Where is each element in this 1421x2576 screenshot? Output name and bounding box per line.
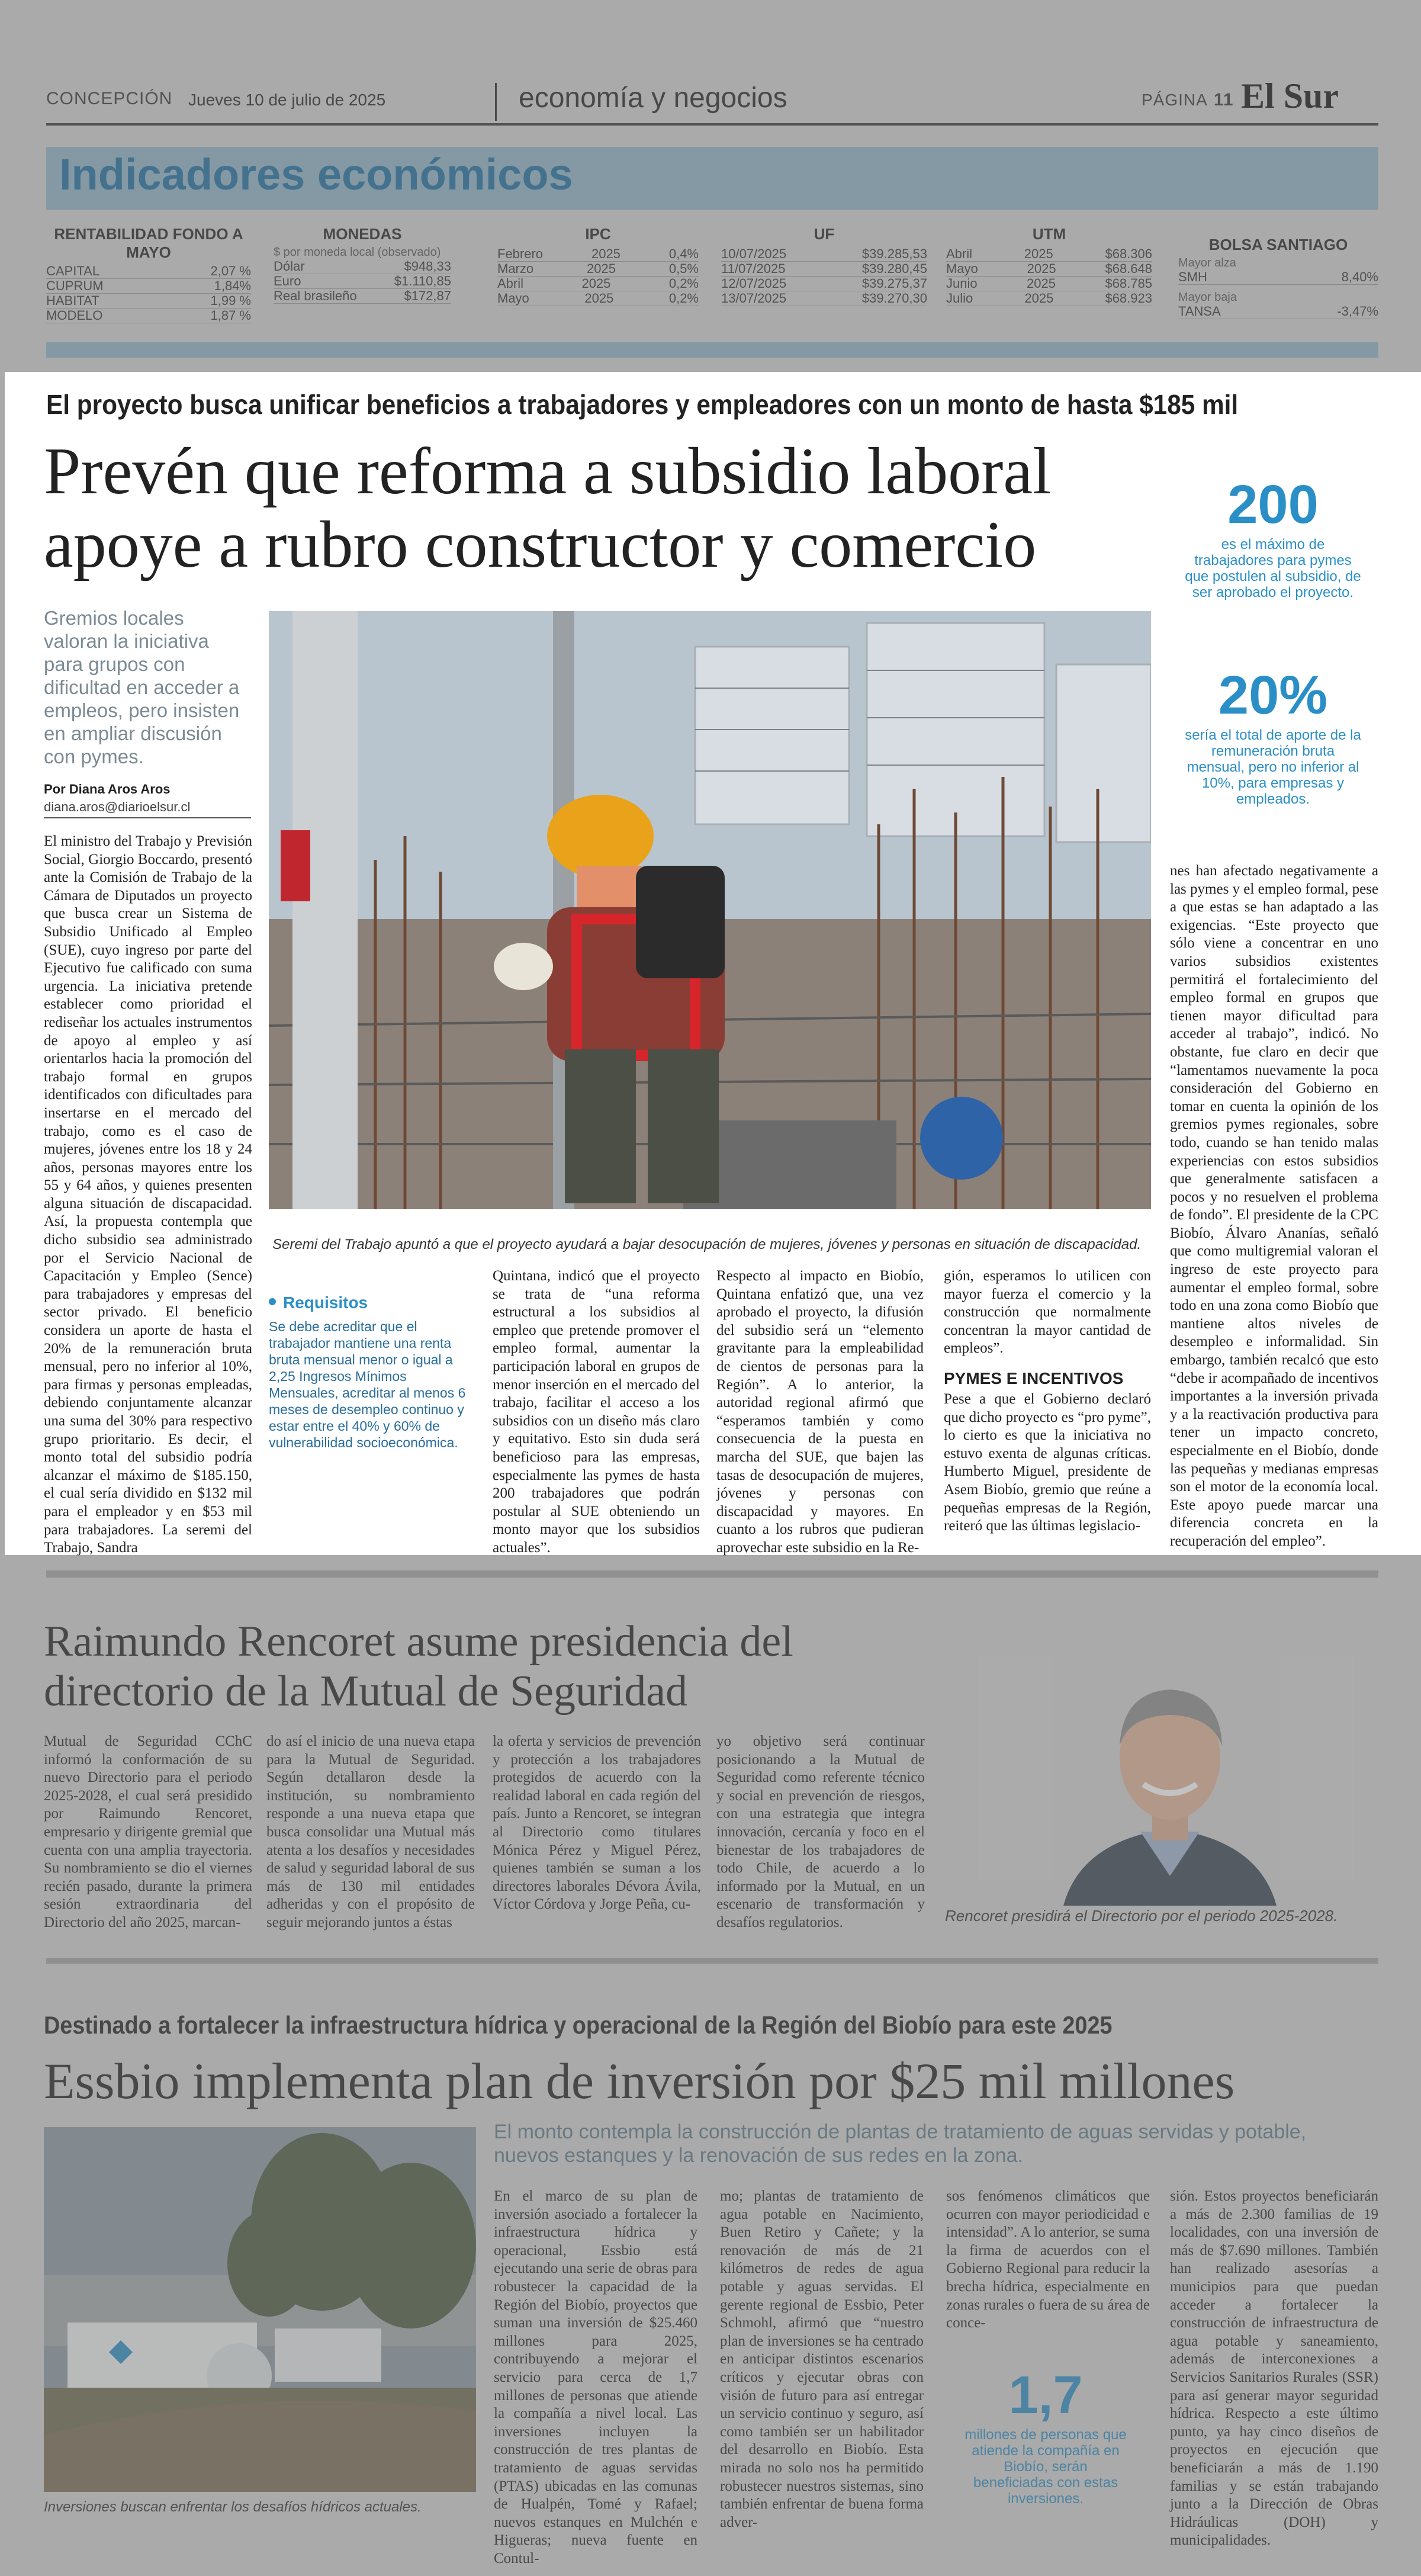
indicator-row [497, 277, 699, 291]
indicator-cell: TANSA [1178, 304, 1221, 319]
pymes-subhead: PYMES E INCENTIVOS [944, 1369, 1124, 1387]
stat-20-text: sería el total de aporte de la remuneración bruta mensual, pero no inferior al 10%, para empresas y empleados. [1185, 727, 1361, 807]
article1-col5: nes han afectado negativamente a las pymes y el empleo formal, pese a que estas se han adaptado a las exigencias. “Este proyecto que sólo viene a concentrar en uno varios subsidios existentes permitirá el fortalecimiento del empleo formal en grupos que tienen mayor dificultad para acceder al trabajo”, indicó. No obstante, fue claro en decir que “lamentamos nuevamente la poca consideración del Gobierno en tomar en cuenta la opinión de los gremios pymes regionales, sobre todo, cuando se han tenido malas experiencias con estos subsidios que generalmente satisfacen a pocos y no resuelven el problema de fondo”. El presidente de la CPC Biobío, Álvaro Ananías, señaló que como multigremial valoran el ingreso de este proyecto para aumentar el empleo formal, sobre todo en una zona como Biobío que mantiene altos niveles de desempleo e informalidad. Sin embargo, también recalcó que esto “debe ir acompañado de incentivos importantes a la inversión privada y a la reactivación productiva para tener un impacto concreto, especialmente en el Biobío, donde las pequeñas y medianas empresas son el motor de la economía local. Este apoyo puede marcar una diferencia concreta en la recuperación del empleo”. [1170, 863, 1378, 1549]
indicator-cell: 0,2% [668, 291, 699, 306]
indicator-heading: MONEDAS [323, 225, 402, 243]
indicator-cell: 11/07/2025 [721, 261, 786, 276]
article1-email: diana.aros@diarioelsur.cl [44, 799, 191, 814]
article1-title: Prevén que reforma a subsidio laboral apoye a rubro constructor y comercio [44, 435, 1052, 582]
page-number: 11 [1213, 90, 1234, 110]
indicator-cell: CUPRUM [46, 278, 104, 293]
header-date: Jueves 10 de julio de 2025 [188, 91, 386, 109]
indicator-row [946, 247, 1152, 262]
indicator-cell: $39.270,30 [861, 291, 927, 306]
article1-col4a: gión, esperamos lo utilicen con mayor fuerza el comercio y la construcción que normalmente concentran la mayor cantidad de empleos”. [944, 1268, 1151, 1357]
indicator-cell: Euro [274, 274, 301, 288]
rencoret-portrait-photo [945, 1627, 1378, 1906]
indicator-row [46, 294, 251, 309]
indicator-cell: Mayo [497, 291, 529, 306]
article1-kicker: El proyecto busca unificar beneficios a trabajadores y empleadores con un monto de hasta $185 mil [46, 389, 1239, 420]
indicator-row [946, 277, 1152, 291]
requisitos-text: Se debe acreditar que el trabajador mantiene una renta bruta mensual menor o igual a 2,25 Ingresos Mínimos Mensuales, acreditar al menos 6 meses de desempleo continuo y estar entre el 40% y 60% de vulnerabilidad socioeconómica. [269, 1319, 466, 1450]
indicator-cell: $68.648 [1105, 261, 1152, 276]
indicator-cell: Real brasileño [274, 288, 357, 303]
indicator-cell: Mayo [946, 261, 978, 276]
section-separator [46, 1958, 1378, 1964]
stat-200-text: es el máximo de trabajadores para pymes que postulen al subsidio, de ser aprobado el proyecto. [1185, 537, 1361, 600]
article3-col2: mo; plantas de tratamiento de agua potable en Nacimiento, Buen Retiro y Cañete; y la renovación de más de 21 kilómetros de redes de agua potable y aguas servidas. El gerente regional de Essbio, Peter Schmohl, afirmó que “nuestro plan de inversiones se ha centrado en anticipar distintos escenarios críticos y ejecutar obras con visión de futuro para así entregar un servicio continuo y seguro, así como también ser un habilitador del desarrollo en Biobío. Esta mirada no solo nos ha permitido robustecer nuestros sistemas, sino también enfrentar de buena forma adver- [720, 2188, 924, 2530]
indicator-cell: CAPITAL [46, 264, 100, 278]
article3-photo-caption: Inversiones buscan enfrentar los desafíos hídricos actuales. [44, 2499, 422, 2515]
section-separator [46, 1570, 1378, 1578]
indicator-cell: Febrero [497, 246, 544, 261]
indicator-cell: $1.110,85 [394, 274, 451, 288]
bolsa-up-label: Mayor alza [1178, 256, 1236, 269]
indicator-row [721, 247, 927, 262]
indicator-cell: 1,99 % [210, 293, 251, 308]
article2-col3: la oferta y servicios de prevención y protección a los trabajadores protegidos de acuerdo con la realidad laboral en cada región del país. Junto a Rencoret, se integran al Directorio como titulares Mónica Pérez y Miguel Pérez, quienes también se suman a los directores laborales Dévora Ávila, Víctor Córdova y Jorge Peña, cu- [493, 1733, 701, 1913]
indicator-row [274, 289, 451, 304]
indicator-cell: Abril [497, 276, 524, 291]
indicator-cell: HABITAT [46, 293, 99, 308]
indicator-row [1178, 270, 1378, 285]
indicator-row [46, 279, 251, 294]
article2-photo-caption: Rencoret presidirá el Directorio por el periodo 2025-2028. [945, 1907, 1338, 1925]
header-divider [495, 83, 497, 121]
indicator-cell: Junio [946, 276, 978, 291]
construction-worker-illustration [269, 611, 1151, 1209]
construction-worker-photo [269, 611, 1151, 1209]
bolsa-down-label: Mayor baja [1178, 291, 1237, 304]
essbio-infrastructure-photo [44, 2127, 476, 2492]
indicator-cell: Julio [946, 291, 973, 306]
article3-lead: El monto contempla la construcción de plantas de tratamiento de aguas servidas y potable, nuevos estanques y la renovación de sus redes en la zona. [494, 2121, 1307, 2167]
indicator-ipc [497, 225, 699, 306]
indicator-row [274, 259, 451, 274]
indicator-cell: 2025 [1027, 261, 1056, 276]
stat-20-number: 20% [1218, 665, 1328, 725]
stat-17-text: millones de personas que atiende la compañía en Biobío, serán beneficiadas con estas inversiones. [965, 2427, 1127, 2507]
indicator-cell: 12/07/2025 [721, 276, 787, 291]
indicator-row [1178, 304, 1378, 319]
infrastructure-illustration [44, 2127, 476, 2492]
indicator-row [721, 277, 927, 291]
indicators-title: Indicadores económicos [59, 150, 573, 199]
article3-col1: En el marco de su plan de inversión asociado a fortalecer la infraestructura hídrica y operacional, Essbio está ejecutando una serie de obras para robustecer la capacidad de la Región del Biobío, proyectos que suman una inversión de $25.460 millones para 2025, contribuyendo a mejorar el servicio para cerca de 1,7 millones de personas que atiende la compañía a nivel local. Las inversiones incluyen la construcción de tres plantas de tratamiento de aguas servidas (PTAS) ubicadas en las comunas de Hualpén, Tomé y Rafael; nuevos estanques en Mulchén e Higueras; nueva fuente en Contul- [494, 2188, 697, 2567]
indicator-cell: $172,87 [404, 288, 451, 303]
stat-17-number: 1,7 [1008, 2366, 1083, 2425]
indicator-cell: 2,07 % [210, 264, 251, 278]
indicator-cell: SMH [1178, 269, 1207, 284]
article1-col2: Quintana, indicó que el proyecto se trata de “una reforma estructural a los subsidios al empleo que pretende promover el empleo formal, aumentar la participación laboral en grupos de menor inserción en el mercado del trabajo, facilitar el acceso a los subsidios con un diseño más claro y equitativo. Esto sin duda será beneficioso para las empresas, especialmente las pymes de hasta 200 trabajadores que podrán postular al SUE obteniendo un monto mayor que los subsidios actuales”. [493, 1268, 700, 1556]
dim-overlay-left [0, 372, 5, 1555]
article2-title: Raimundo Rencoret asume presidencia del directorio de la Mutual de Seguridad [44, 1617, 793, 1716]
indicator-cell: 1,84% [214, 278, 251, 293]
indicator-cell: 2025 [1027, 276, 1056, 291]
indicator-cell: 0,4% [668, 246, 699, 261]
byline-rule [44, 817, 251, 818]
indicator-cell: 2025 [587, 261, 616, 276]
article1-lead: Gremios locales valoran la iniciativa para grupos con dificultad en acceder a empleos, pero insisten en ampliar discusión con pymes. [44, 607, 240, 767]
newspaper-logo: El Sur [1241, 76, 1339, 115]
indicator-cell: 2025 [581, 276, 611, 291]
indicator-rentabilidad [46, 225, 251, 323]
indicator-cell: 10/07/2025 [721, 246, 787, 261]
indicator-row [497, 247, 699, 262]
indicator-cell: $39.285,53 [861, 246, 927, 261]
indicator-row [274, 274, 451, 289]
article1-photo-caption: Seremi del Trabajo apuntó a que el proyecto ayudará a bajar desocupación de mujeres, jóvenes y personas en situación de discapacidad. [272, 1236, 1142, 1252]
indicator-bolsa [1178, 225, 1378, 319]
indicators-bottom-band [46, 342, 1378, 358]
indicator-cell: $948,33 [404, 259, 451, 274]
article1-col1: El ministro del Trabajo y Previsión Social, Giorgio Boccardo, presentó ante la Comisión de Trabajo de la Cámara de Diputados un proyecto que busca crear un Sistema de Subsidio Unificado al Empleo (SUE), cuyo ingreso por parte del Ejecutivo fue calificado con suma urgencia. La iniciativa pretende establecer como prioridad el rediseñar los actuales instrumentos de apoyo al empleo y así orientarlos hacia la promoción del trabajo formal en grupos identificados con dificultades para insertarse en el mercado del trabajo, como es el caso de mujeres, jóvenes entre los 18 y 24 años, personas mayores entre los 55 y 64 años, y quienes presenten alguna situación de discapacidad. Así, la propuesta contempla que dicho subsidio sea administrado por el Servicio Nacional de Capacitación y Empleo (Sence) para trabajadores y empresas del sector privado. El beneficio considera un aporte de hasta el 20% de la remuneración bruta mensual, pero no inferior al 10%, para firmas y personas empleadas, debiendo conjuntamente alcanzar una suma del 30% para respectivo grupo prioritario. Es decir, el monto total del subsidio podría alcanzar el máximo de $185.150, el cual sería dividido en $132 mil para el empleador y en $53 mil para trabajadores. La seremi del Trabajo, Sandra [44, 833, 252, 1556]
indicator-cell: 2025 [1024, 246, 1053, 261]
indicator-heading: IPC [585, 225, 611, 243]
stat-200-number: 200 [1227, 474, 1319, 535]
indicator-row [721, 262, 927, 277]
header-page [1142, 90, 1234, 110]
article2-col4: yo objetivo será continuar posicionando a la Mutual de Seguridad como referente técnico y social en prevención de riesgos, con una estrategia que integra innovación, cercanía y foco en el bienestar de los trabajadores de todo Chile, de acuerdo a lo informado por la Mutual, en un escenario de transformación y desafíos regulatorios. [716, 1733, 925, 1931]
indicator-subheading: $ por moneda local (observado) [274, 246, 441, 259]
indicator-cell: $39.280,45 [861, 261, 927, 276]
article2-col1: Mutual de Seguridad CChC informó la conformación de su nuevo Directorio para el periodo 2025-2028, el cual será presidido por Raimundo Rencoret, empresario y dirigente gremial que cuenta con una amplia trayectoria. Su nombramiento se dio el viernes recién pasado, durante la primera sesión extraordinaria del Directorio del año 2025, marcan- [44, 1733, 252, 1931]
indicator-cell: 13/07/2025 [721, 291, 787, 306]
article1-col3: Respecto al impacto en Biobío, Quintana enfatizó que, una vez aprobado el proyecto, la difusión del subsidio será un “elemento gravitante para la empleabilidad de cientos de personas para la Región”. A lo anterior, la autoridad regional afirmó que “esperamos también y como consecuencia de la puesta en marcha del SUE, que bajen las tasas de desocupación de mujeres, jóvenes y personas con discapacidad y mayores. En cuanto a los rubros que pudieran aprovechar este subsidio en la Re- [716, 1268, 924, 1556]
indicator-cell: 0,5% [668, 261, 699, 276]
indicator-cell: 8,40% [1341, 269, 1378, 284]
indicator-uf [721, 225, 927, 306]
requisitos-bullet-icon [269, 1298, 276, 1305]
header-rule [46, 123, 1378, 126]
indicator-heading: RENTABILIDAD FONDO A MAYO [54, 225, 243, 261]
indicator-row [46, 309, 251, 323]
indicator-row [946, 262, 1152, 277]
indicator-cell: Abril [946, 246, 973, 261]
indicator-utm [946, 225, 1152, 306]
indicator-row [497, 291, 699, 306]
indicator-cell: Marzo [497, 261, 534, 276]
article3-kicker: Destinado a fortalecer la infraestructura hídrica y operacional de la Región del Biobío para este 2025 [44, 2011, 1113, 2039]
indicator-row [497, 262, 699, 277]
header-city: CONCEPCIÓN [46, 89, 173, 108]
indicator-cell: 0,2% [668, 276, 699, 291]
indicator-cell: MODELO [46, 308, 103, 323]
article2-col2: do así el inicio de una nueva etapa para la Mutual de Seguridad. Según detallaron desde la institución, su nombramiento responde a una nueva etapa que busca consolidar una Mutual más atenta a los desafíos y necesidades de salud y seguridad laboral de sus más de 130 mil entidades adheridas y con el propósito de seguir mejorando juntos a éstas [266, 1733, 475, 1931]
indicator-cell: Dólar [274, 259, 305, 274]
page-label: PÁGINA [1142, 91, 1208, 109]
header-section: economía y negocios [519, 82, 787, 114]
indicator-cell: 2025 [1024, 291, 1054, 306]
indicator-cell: $68.306 [1105, 246, 1152, 261]
article3-col4: sión. Estos proyectos beneficiarán a más de 2.300 familias de 19 localidades, con una inversión de más de $7.690 millones. También han realizado asesorías a municipios para que puedan acceder a fortalecer la construcción de infraestructura de agua potable y saneamiento, además de interconexiones a Servicios Sanitarios Rurales (SSR) para así generar mayor seguridad hídrica. Respecto a este último punto, ya hay cinco diseños de proyectos en ejecución que beneficiarán a más de 1.190 familias y se están trabajando junto a la Dirección de Obras Hidráulicas (DOH) y municipalidades. [1170, 2188, 1378, 2549]
indicator-cell: 2025 [591, 246, 621, 261]
indicator-row [46, 264, 251, 279]
article1-col4b: Pese a que el Gobierno declaró que dicho proyecto es “pro pyme”, lo cierto es que la iniciativa no estuvo exenta de algunas críticas. Humberto Miguel, presidente de Asem Biobío, gremio que reúne a pequeñas empresas de la Región, reiteró que las últimas legislacio- [944, 1391, 1151, 1534]
requisitos-title: Requisitos [283, 1293, 368, 1312]
indicator-cell: 1,87 % [210, 308, 251, 323]
indicator-heading: UF [814, 225, 835, 243]
indicator-row [721, 291, 927, 306]
article3-title: Essbio implementa plan de inversión por $25 mil millones [44, 2053, 1235, 2109]
article1-byline: Por Diana Aros Aros [44, 782, 171, 796]
indicator-row [946, 291, 1152, 306]
portrait-illustration [945, 1627, 1378, 1906]
indicator-cell: 2025 [584, 291, 614, 306]
indicator-monedas [274, 225, 451, 304]
indicator-cell: $68.923 [1105, 291, 1152, 306]
indicator-heading: BOLSA SANTIAGO [1208, 236, 1348, 253]
article3-col3: sos fenómenos climáticos que ocurren con mayor periodicidad e intensidad”. A lo anterior, se suma la firma de acuerdos con el Gobierno Regional para reducir la brecha hídrica, especialmente en zonas rurales o fuera de su área de conce- [946, 2188, 1150, 2331]
indicator-heading: UTM [1032, 225, 1066, 243]
indicator-cell: -3,47% [1337, 304, 1378, 319]
indicator-cell: $39.275,37 [861, 276, 927, 291]
indicator-cell: $68.785 [1105, 276, 1152, 291]
